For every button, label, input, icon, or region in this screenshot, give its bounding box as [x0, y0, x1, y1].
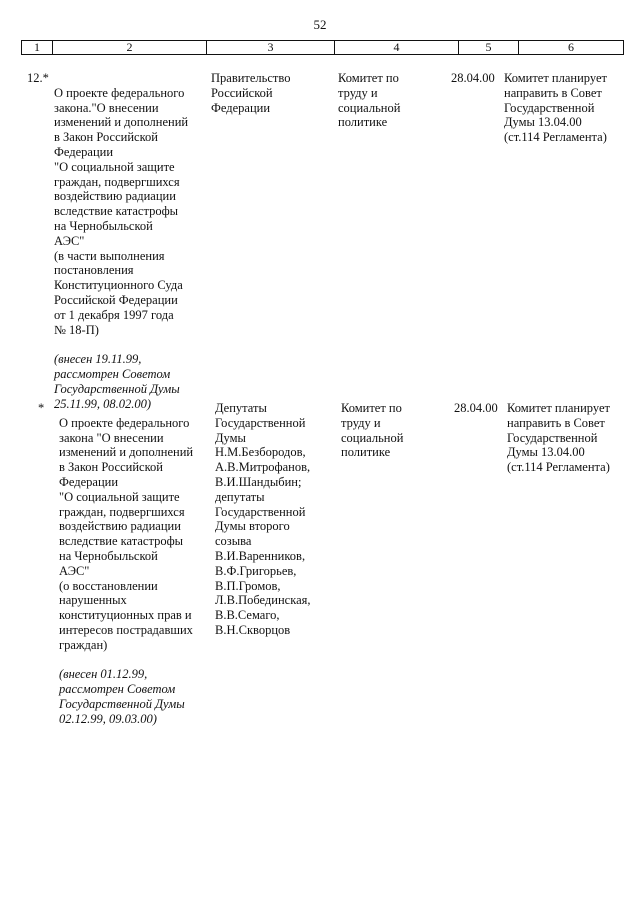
bill-note: (внесен 19.11.99, рассмотрен Советом Государственной Думы 25.11.99, 08.02.00) — [54, 352, 180, 411]
column-header-3: 3 — [207, 41, 335, 54]
bill-note: (внесен 01.12.99, рассмотрен Советом Государственной Думы 02.12.99, 09.03.00) — [59, 667, 185, 726]
bill-title-text: О проекте федерального закона."О внесении изменений и дополнений в Закон Российской Федерации "О социальной защите граждан, подвергшихся воздействию радиации вследствие катастрофы на Чернобыльской АЭС" (в части выполнения постановления Конституционного Суда Российской Федерации от 1 декабря 1997 года № 18-П) — [54, 85, 189, 337]
table-header — [21, 40, 624, 55]
committee: Комитет по труду и социальной политике — [338, 71, 401, 130]
column-header-6: 6 — [568, 40, 574, 54]
column-header-1: 1 — [22, 41, 53, 54]
bill-title — [59, 401, 209, 741]
row-number: * — [38, 401, 45, 415]
bill-title — [54, 71, 204, 426]
status: Комитет планирует направить в Совет Государственной Думы 13.04.00 (ст.114 Регламента) — [504, 71, 607, 145]
bill-title-text: О проекте федерального закона "О внесении изменений и дополнений в Закон Российской Федерации "О социальной защите граждан, подвергшихся воздействию радиации вследствие катастрофы на Чернобыльской АЭС" (о восстановлении нарушенных конституционных прав и интересов пострадавших граждан) — [59, 415, 194, 652]
row-number: 12.* — [27, 71, 49, 85]
status: Комитет планирует направить в Совет Государственной Думы 13.04.00 (ст.114 Регламента) — [507, 401, 610, 475]
column-header-2: 2 — [53, 41, 207, 54]
initiator: Депутаты Государственной Думы Н.М.Безбородов, А.В.Митрофанов, В.И.Шандыбин; депутаты Государственной Думы второго созыва В.И.Варенников, В.Ф.Григорьев, В.П.Громов, Л.В.Побединская, В.В.Семаго, В.Н.Скворцов — [215, 401, 311, 637]
column-header-4: 4 — [335, 41, 459, 54]
committee: Комитет по труду и социальной политике — [341, 401, 404, 460]
page-number: 52 — [313, 17, 327, 32]
date: 28.04.00 — [454, 401, 498, 415]
column-header-5: 5 — [459, 41, 519, 54]
date: 28.04.00 — [451, 71, 495, 85]
initiator: Правительство Российской Федерации — [211, 71, 291, 115]
